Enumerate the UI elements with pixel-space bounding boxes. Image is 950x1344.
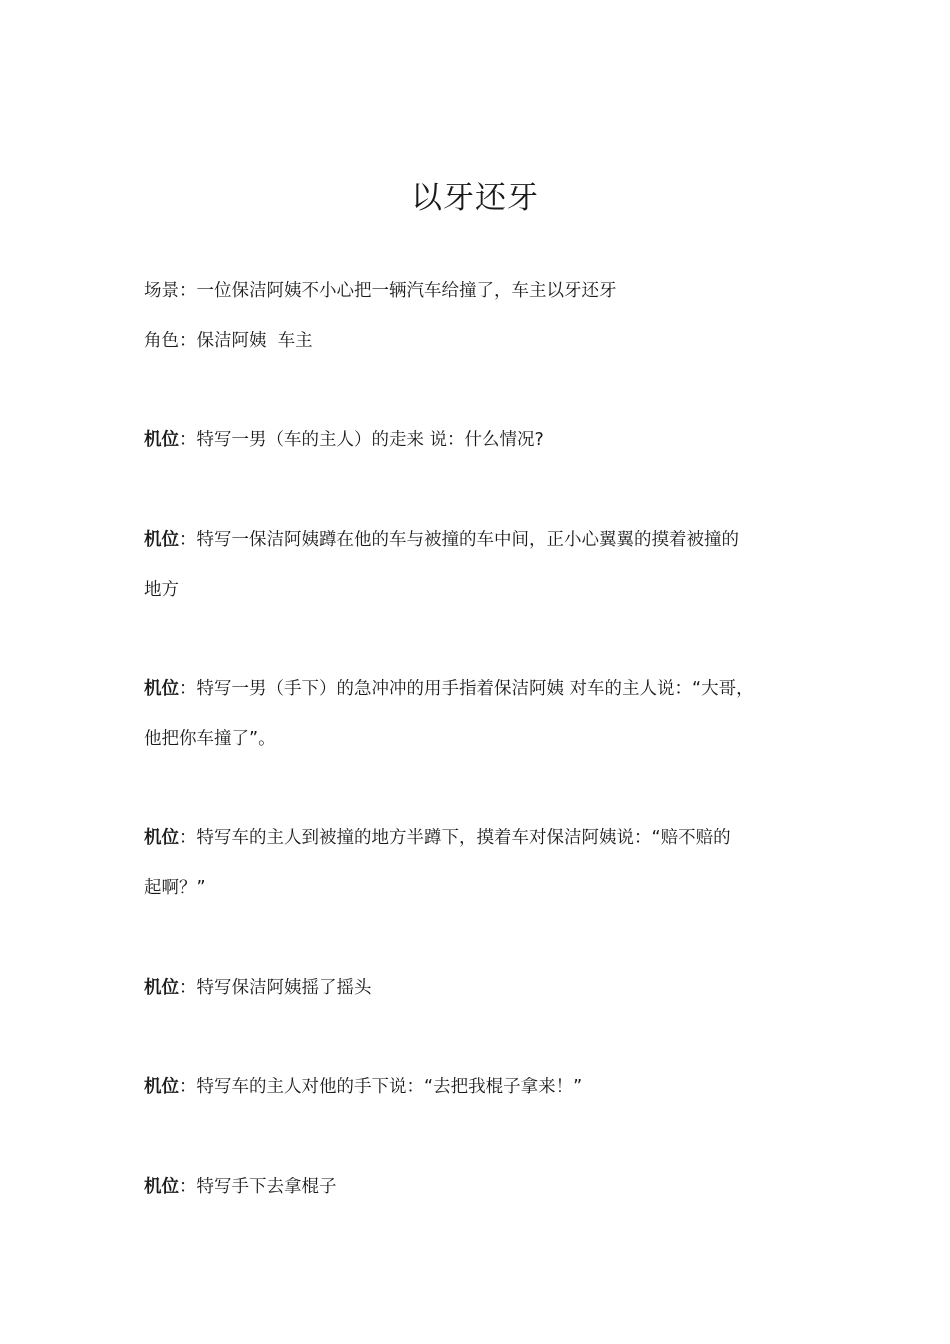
shot-label: 机位 — [144, 530, 179, 550]
roles-text: 保洁阿姨 车主 — [196, 331, 313, 351]
roles-separator: ： — [179, 331, 197, 351]
shot-separator: ： — [179, 828, 197, 848]
shot-paragraph — [144, 963, 824, 1013]
shot-separator: ： — [179, 679, 197, 699]
shot-paragraph — [144, 1062, 824, 1112]
shot-label: 机位 — [144, 679, 179, 699]
shot-separator: ： — [179, 1077, 197, 1097]
shot-text: 特写车的主人对他的手下说：“去把我棍子拿来！” — [196, 1077, 583, 1097]
shot-line — [144, 813, 824, 863]
shot-paragraph — [144, 1162, 824, 1212]
roles-line — [144, 316, 824, 366]
shot-paragraph — [144, 515, 824, 615]
shot-line — [144, 963, 824, 1013]
shot-line — [144, 664, 824, 714]
shot-continuation: 地方 — [144, 580, 179, 600]
shot-label: 机位 — [144, 978, 179, 998]
shot-label: 机位 — [144, 828, 179, 848]
shot-separator: ： — [179, 430, 197, 450]
scene-text: 一位保洁阿姨不小心把一辆汽车给撞了，车主以牙还牙 — [196, 281, 617, 301]
shot-paragraph — [144, 664, 824, 764]
shot-paragraph — [144, 415, 824, 465]
shot-text: 特写一保洁阿姨蹲在他的车与被撞的车中间，正小心翼翼的摸着被撞的 — [196, 530, 739, 550]
shot-paragraph — [144, 813, 824, 913]
shot-text: 特写一男（车的主人）的走来 说：什么情况? — [196, 430, 544, 450]
scene-line — [144, 266, 824, 316]
shot-text: 特写车的主人到被撞的地方半蹲下，摸着车对保洁阿姨说：“赔不赔的 — [196, 828, 731, 848]
roles-label: 角色 — [144, 331, 179, 351]
shot-line — [144, 1062, 824, 1112]
shot-label: 机位 — [144, 1177, 179, 1197]
shot-label: 机位 — [144, 430, 179, 450]
shot-text: 特写保洁阿姨摇了摇头 — [196, 978, 372, 998]
page-title: 以牙还牙 — [411, 180, 539, 216]
scene-label: 场景 — [144, 281, 179, 301]
shot-separator: ： — [179, 530, 197, 550]
shot-separator: ： — [179, 978, 197, 998]
scene-separator: ： — [179, 281, 197, 301]
shot-line — [144, 515, 824, 565]
shot-continuation: 起啊？” — [144, 878, 206, 898]
shot-text: 特写一男（手下）的急冲冲的用手指着保洁阿姨 对车的主人说：“大哥， — [196, 679, 754, 699]
shot-separator: ： — [179, 1177, 197, 1197]
shot-continuation: 他把你车撞了”。 — [144, 729, 276, 749]
shot-text: 特写手下去拿棍子 — [196, 1177, 337, 1197]
shot-line — [144, 415, 824, 465]
shot-line — [144, 1162, 824, 1212]
shot-label: 机位 — [144, 1077, 179, 1097]
